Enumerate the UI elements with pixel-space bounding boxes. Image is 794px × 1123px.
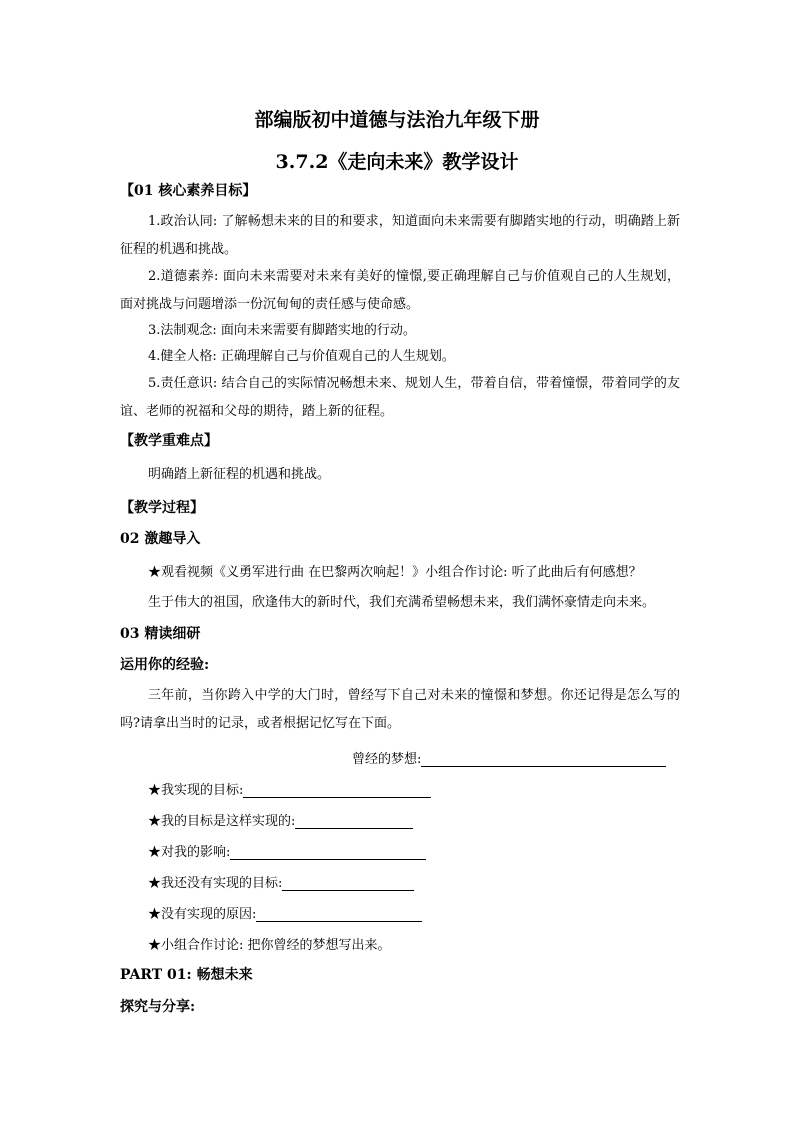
fill-label-impact: ★对我的影响: (148, 845, 231, 860)
fill-line-not-achieved (148, 872, 414, 891)
dream-fill-line (352, 748, 666, 767)
fill-label-achieved: ★我实现的目标: (148, 783, 244, 798)
fill-line-how (148, 810, 413, 829)
fill-label-reason: ★没有实现的原因: (148, 907, 257, 922)
dream-blank[interactable] (421, 751, 666, 767)
subheading-close-reading: 03 精读细研 (120, 626, 201, 642)
group-discussion-text: ★小组合作讨论: 把你曾经的梦想写出来。 (148, 938, 391, 953)
fill-line-impact (148, 841, 426, 860)
fill-line-reason (148, 903, 422, 922)
subheading-intro: 02 激趣导入 (120, 531, 201, 547)
explore-share-heading: 探究与分享: (120, 999, 196, 1015)
video-discussion-text: ★观看视频《义勇军进行曲 在巴黎两次响起！》小组合作讨论: 听了此曲后有何感想？ (148, 565, 642, 580)
part-heading: PART 01: 畅想未来 (120, 967, 253, 983)
fill-label-how: ★我的目标是这样实现的: (148, 814, 296, 829)
goal-item-5: 5.责任意识: 结合自己的实际情况畅想未来、规划人生，带着自信，带着憧憬，带着同学的友谊、老师的祝福和父母的期待，踏上新的征程。 (120, 376, 680, 419)
section-heading-key-points: 【教学重难点】 (120, 433, 218, 449)
subheading-experience: 运用你的经验: (120, 657, 210, 673)
fill-blank-how[interactable] (295, 813, 413, 829)
goal-item-2: 2.道德素养: 面向未来需要对未来有美好的憧憬,要正确理解自己与价值观自己的人生规划，面对挑战与问题增添一份沉甸甸的责任感与使命感。 (120, 269, 680, 312)
key-points-text: 明确踏上新征程的机遇和挑战。 (148, 467, 331, 482)
fill-blank-achieved[interactable] (243, 782, 431, 798)
document-subtitle: 3.7.2《走向未来》教学设计 (275, 151, 519, 173)
intro-summary-text: 生于伟大的祖国，欣逢伟大的新时代，我们充满希望畅想未来，我们满怀豪情走向未来。 (148, 595, 656, 610)
section-heading-goals: 【01 核心素养目标】 (120, 183, 257, 199)
document-title: 部编版初中道德与法治九年级下册 (254, 109, 540, 131)
fill-blank-reason[interactable] (256, 906, 422, 922)
fill-blank-impact[interactable] (230, 844, 426, 860)
fill-line-achieved (148, 779, 431, 798)
dream-label: 曾经的梦想: (352, 752, 422, 767)
goal-item-1: 1.政治认同: 了解畅想未来的目的和要求，知道面向未来需要有脚踏实地的行动，明确踏上新征程的机遇和挑战。 (120, 214, 680, 257)
section-heading-process: 【教学过程】 (120, 500, 204, 516)
goal-item-4: 4.健全人格: 正确理解自己与价值观自己的人生规划。 (148, 349, 455, 364)
fill-blank-not-achieved[interactable] (282, 875, 414, 891)
fill-label-not-achieved: ★我还没有实现的目标: (148, 876, 283, 891)
goal-item-3: 3.法制观念: 面向未来需要有脚踏实地的行动。 (148, 323, 416, 338)
experience-prompt-text: 三年前，当你跨入中学的大门时，曾经写下自己对未来的憧憬和梦想。你还记得是怎么写的吗?请拿出当时的记录，或者根据记忆写在下面。 (120, 688, 680, 731)
